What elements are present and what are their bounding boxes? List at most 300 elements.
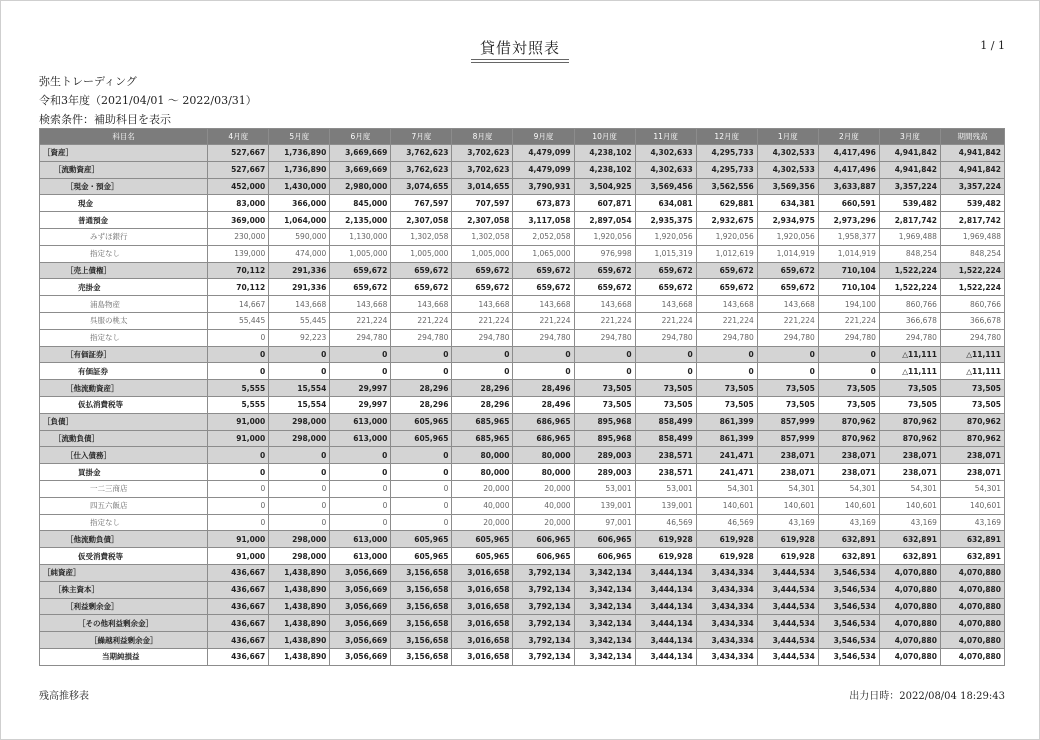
amount-cell: 619,928 [696,531,757,548]
amount-cell: 3,156,658 [391,615,452,632]
account-name-cell: 現金 [40,195,208,212]
amount-cell: 0 [391,447,452,464]
amount-cell: 0 [696,346,757,363]
amount-cell: 3,434,334 [696,598,757,615]
amount-cell: 659,672 [635,262,696,279]
amount-cell: 366,678 [879,312,940,329]
amount-cell: 139,001 [635,497,696,514]
amount-cell: 73,505 [818,396,879,413]
amount-cell: 0 [330,497,391,514]
amount-cell: △11,111 [940,346,1004,363]
table-row [40,648,1005,665]
amount-cell: 3,434,334 [696,632,757,649]
amount-cell: 73,505 [818,380,879,397]
amount-cell: 4,295,733 [696,145,757,162]
amount-cell: 619,928 [757,531,818,548]
amount-cell: 366,000 [269,195,330,212]
column-header: 5月度 [269,129,330,145]
amount-cell: 3,792,134 [513,581,574,598]
amount-cell: 289,003 [574,447,635,464]
amount-cell: 20,000 [513,480,574,497]
amount-cell: △11,111 [879,363,940,380]
amount-cell: 436,667 [208,632,269,649]
amount-cell: 3,792,134 [513,648,574,665]
amount-cell: 0 [208,464,269,481]
amount-cell: 298,000 [269,531,330,548]
amount-cell: 4,070,880 [879,564,940,581]
table-row [40,329,1005,346]
amount-cell: 4,417,496 [818,145,879,162]
amount-cell: 54,301 [879,480,940,497]
amount-cell: 605,965 [452,548,513,565]
amount-cell: 139,001 [574,497,635,514]
amount-cell: 2,934,975 [757,212,818,229]
amount-cell: 3,444,534 [757,648,818,665]
amount-cell: 1,438,890 [269,564,330,581]
amount-cell: 194,100 [818,296,879,313]
amount-cell: 4,070,880 [940,598,1004,615]
account-name-cell: 仮受消費税等 [40,548,208,565]
amount-cell: 2,817,742 [940,212,1004,229]
amount-cell: 2,135,000 [330,212,391,229]
title-underline [471,59,569,63]
table-row [40,413,1005,430]
account-name-cell: 浦島物産 [40,296,208,313]
amount-cell: 3,633,887 [818,178,879,195]
amount-cell: 1,522,224 [940,262,1004,279]
amount-cell: 1,064,000 [269,212,330,229]
amount-cell: 1,005,000 [391,245,452,262]
amount-cell: 28,296 [391,396,452,413]
amount-cell: 2,052,058 [513,228,574,245]
amount-cell: 3,504,925 [574,178,635,195]
amount-cell: 238,071 [940,447,1004,464]
amount-cell: 291,336 [269,262,330,279]
amount-cell: 4,070,880 [940,564,1004,581]
amount-cell: 848,254 [879,245,940,262]
amount-cell: 3,056,669 [330,615,391,632]
column-header: 8月度 [452,129,513,145]
amount-cell: 1,430,000 [269,178,330,195]
amount-cell: 298,000 [269,548,330,565]
amount-cell: 3,016,658 [452,648,513,665]
amount-cell: 0 [269,346,330,363]
amount-cell: 80,000 [513,447,574,464]
amount-cell: 4,479,099 [513,145,574,162]
amount-cell: 28,296 [391,380,452,397]
amount-cell: 28,296 [452,380,513,397]
amount-cell: 0 [574,346,635,363]
amount-cell: 3,357,224 [940,178,1004,195]
table-row [40,178,1005,195]
amount-cell: 848,254 [940,245,1004,262]
account-name-cell: ［現金・預金］ [40,178,208,195]
amount-cell: 143,668 [696,296,757,313]
amount-cell: 143,668 [330,296,391,313]
footer-output-time: 出力日時：2022/08/04 18:29:43 [849,691,1005,702]
amount-cell: 870,962 [940,430,1004,447]
amount-cell: 4,070,880 [940,615,1004,632]
amount-cell: 143,668 [513,296,574,313]
amount-cell: 619,928 [635,548,696,565]
amount-cell: 294,780 [696,329,757,346]
table-row [40,346,1005,363]
amount-cell: 857,999 [757,430,818,447]
amount-cell: 43,169 [879,514,940,531]
amount-cell: 3,117,058 [513,212,574,229]
amount-cell: 40,000 [452,497,513,514]
amount-cell: 91,000 [208,430,269,447]
amount-cell: 53,001 [635,480,696,497]
amount-cell: 613,000 [330,430,391,447]
amount-cell: 4,302,533 [757,145,818,162]
amount-cell: 605,965 [452,531,513,548]
amount-cell: 20,000 [452,514,513,531]
amount-cell: 3,444,534 [757,598,818,615]
table-row [40,363,1005,380]
amount-cell: 860,766 [879,296,940,313]
amount-cell: 659,672 [330,279,391,296]
account-name-cell: 当期純損益 [40,648,208,665]
amount-cell: 54,301 [940,480,1004,497]
account-name-cell: ［他流動負債］ [40,531,208,548]
amount-cell: 20,000 [452,480,513,497]
amount-cell: 238,071 [818,447,879,464]
amount-cell: 221,224 [696,312,757,329]
amount-cell: 0 [330,363,391,380]
amount-cell: 4,070,880 [940,632,1004,649]
amount-cell: 452,000 [208,178,269,195]
page-number: 1 / 1 [980,39,1005,52]
amount-cell: 55,445 [208,312,269,329]
amount-cell: 3,016,658 [452,615,513,632]
table-body [40,145,1005,666]
amount-cell: 605,965 [391,430,452,447]
amount-cell: 3,056,669 [330,581,391,598]
table-row [40,480,1005,497]
amount-cell: 527,667 [208,145,269,162]
amount-cell: 659,672 [574,262,635,279]
amount-cell: 3,669,669 [330,161,391,178]
amount-cell: 54,301 [696,480,757,497]
amount-cell: 3,444,134 [635,564,696,581]
amount-cell: 3,357,224 [879,178,940,195]
amount-cell: 3,074,655 [391,178,452,195]
amount-cell: 659,672 [452,262,513,279]
amount-cell: 0 [452,346,513,363]
amount-cell: 1,920,056 [696,228,757,245]
amount-cell: △11,111 [940,363,1004,380]
amount-cell: 29,997 [330,396,391,413]
amount-cell: 629,881 [696,195,757,212]
amount-cell: 73,505 [879,380,940,397]
amount-cell: 298,000 [269,430,330,447]
amount-cell: 3,056,669 [330,564,391,581]
amount-cell: 0 [208,514,269,531]
amount-cell: 1,522,224 [879,262,940,279]
amount-cell: 1,065,000 [513,245,574,262]
amount-cell: 29,997 [330,380,391,397]
amount-cell: 3,702,623 [452,161,513,178]
amount-cell: 43,169 [757,514,818,531]
amount-cell: 1,005,000 [330,245,391,262]
amount-cell: 1,736,890 [269,161,330,178]
amount-cell: 28,496 [513,380,574,397]
account-name-cell: みずほ銀行 [40,228,208,245]
amount-cell: 28,496 [513,396,574,413]
account-name-cell: ［その他利益剰余金］ [40,615,208,632]
amount-cell: 0 [818,346,879,363]
amount-cell: 0 [452,363,513,380]
amount-cell: 619,928 [757,548,818,565]
amount-cell: 3,790,931 [513,178,574,195]
amount-cell: 0 [330,464,391,481]
table-row [40,212,1005,229]
amount-cell: 0 [391,514,452,531]
amount-cell: 0 [269,447,330,464]
amount-cell: 1,438,890 [269,581,330,598]
amount-cell: 53,001 [574,480,635,497]
table-row [40,598,1005,615]
amount-cell: 3,056,669 [330,632,391,649]
amount-cell: 15,554 [269,396,330,413]
amount-cell: 46,569 [635,514,696,531]
account-name-cell: 有価証券 [40,363,208,380]
amount-cell: 221,224 [330,312,391,329]
amount-cell: 3,434,334 [696,615,757,632]
amount-cell: 0 [696,363,757,380]
amount-cell: 2,307,058 [452,212,513,229]
amount-cell: 241,471 [696,464,757,481]
amount-cell: 3,016,658 [452,598,513,615]
amount-cell: 140,601 [696,497,757,514]
column-header: 7月度 [391,129,452,145]
column-header: 6月度 [330,129,391,145]
amount-cell: 294,780 [391,329,452,346]
amount-cell: 845,000 [330,195,391,212]
company-name: 弥生トレーディング [39,75,137,88]
amount-cell: 14,667 [208,296,269,313]
amount-cell: 710,104 [818,262,879,279]
amount-cell: 1,014,919 [818,245,879,262]
account-name-cell: 仮払消費税等 [40,396,208,413]
table-row [40,514,1005,531]
amount-cell: 870,962 [879,413,940,430]
amount-cell: 241,471 [696,447,757,464]
amount-cell: 3,434,334 [696,648,757,665]
account-name-cell: ［売上債権］ [40,262,208,279]
amount-cell: 4,302,633 [635,145,696,162]
amount-cell: 294,780 [513,329,574,346]
table-row [40,380,1005,397]
account-name-cell: 四五六飯店 [40,497,208,514]
amount-cell: 238,571 [635,464,696,481]
column-header: 3月度 [879,129,940,145]
amount-cell: 143,668 [452,296,513,313]
amount-cell: 659,672 [574,279,635,296]
column-header: 2月度 [818,129,879,145]
amount-cell: 0 [330,514,391,531]
amount-cell: 3,546,534 [818,598,879,615]
column-header: 12月度 [696,129,757,145]
amount-cell: 46,569 [696,514,757,531]
amount-cell: 659,672 [635,279,696,296]
amount-cell: 3,342,134 [574,564,635,581]
amount-cell: 139,000 [208,245,269,262]
amount-cell: 73,505 [940,396,1004,413]
amount-cell: 1,438,890 [269,598,330,615]
account-name-cell: ［流動資産］ [40,161,208,178]
amount-cell: 606,965 [513,531,574,548]
amount-cell: 0 [391,346,452,363]
amount-cell: 294,780 [940,329,1004,346]
table-row [40,447,1005,464]
amount-cell: 3,562,556 [696,178,757,195]
amount-cell: 632,891 [940,548,1004,565]
account-name-cell: 呉服の桃太 [40,312,208,329]
amount-cell: 613,000 [330,531,391,548]
amount-cell: 3,342,134 [574,581,635,598]
amount-cell: 976,998 [574,245,635,262]
amount-cell: 2,932,675 [696,212,757,229]
amount-cell: 634,381 [757,195,818,212]
amount-cell: 436,667 [208,615,269,632]
table-row [40,228,1005,245]
table-row [40,464,1005,481]
amount-cell: 659,672 [696,262,757,279]
amount-cell: 28,296 [452,396,513,413]
account-name-cell: ［繰越利益剰余金］ [40,632,208,649]
amount-cell: 3,016,658 [452,581,513,598]
amount-cell: 140,601 [818,497,879,514]
account-name-cell: ［他流動資産］ [40,380,208,397]
amount-cell: 0 [269,480,330,497]
amount-cell: 1,014,919 [757,245,818,262]
table-row [40,632,1005,649]
amount-cell: 221,224 [818,312,879,329]
amount-cell: 221,224 [513,312,574,329]
amount-cell: 660,591 [818,195,879,212]
table-row [40,312,1005,329]
amount-cell: 3,444,134 [635,598,696,615]
amount-cell: 4,070,880 [940,648,1004,665]
amount-cell: 1,438,890 [269,632,330,649]
amount-cell: 4,295,733 [696,161,757,178]
table-row [40,548,1005,565]
account-name-cell: ［仕入債務］ [40,447,208,464]
amount-cell: 1,302,058 [391,228,452,245]
amount-cell: 673,873 [513,195,574,212]
amount-cell: 3,444,534 [757,632,818,649]
amount-cell: 0 [574,363,635,380]
amount-cell: 0 [391,464,452,481]
amount-cell: 3,342,134 [574,598,635,615]
amount-cell: 659,672 [757,262,818,279]
amount-cell: 1,438,890 [269,648,330,665]
amount-cell: 3,156,658 [391,581,452,598]
amount-cell: 143,668 [574,296,635,313]
amount-cell: 436,667 [208,581,269,598]
amount-cell: 3,569,356 [757,178,818,195]
account-name-cell: ［純資産］ [40,564,208,581]
amount-cell: 2,980,000 [330,178,391,195]
amount-cell: 3,156,658 [391,648,452,665]
amount-cell: 1,969,488 [940,228,1004,245]
amount-cell: 4,941,842 [940,145,1004,162]
amount-cell: 221,224 [391,312,452,329]
amount-cell: 73,505 [757,380,818,397]
amount-cell: 3,016,658 [452,564,513,581]
amount-cell: 1,130,000 [330,228,391,245]
amount-cell: 0 [391,363,452,380]
amount-cell: 870,962 [879,430,940,447]
amount-cell: 474,000 [269,245,330,262]
amount-cell: 0 [635,346,696,363]
amount-cell: 1,920,056 [635,228,696,245]
amount-cell: 0 [391,480,452,497]
amount-cell: 590,000 [269,228,330,245]
amount-cell: 659,672 [452,279,513,296]
column-header: 科目名 [40,129,208,145]
amount-cell: 238,071 [757,447,818,464]
amount-cell: 659,672 [757,279,818,296]
amount-cell: 4,070,880 [879,648,940,665]
amount-cell: 0 [635,363,696,380]
amount-cell: 4,302,633 [635,161,696,178]
amount-cell: 3,702,623 [452,145,513,162]
amount-cell: 70,112 [208,262,269,279]
amount-cell: 3,444,134 [635,648,696,665]
amount-cell: 686,965 [513,430,574,447]
amount-cell: 659,672 [696,279,757,296]
amount-cell: 3,546,534 [818,581,879,598]
amount-cell: 0 [269,363,330,380]
amount-cell: 632,891 [940,531,1004,548]
table-row [40,161,1005,178]
amount-cell: 3,546,534 [818,632,879,649]
amount-cell: 436,667 [208,564,269,581]
amount-cell: 606,965 [574,548,635,565]
amount-cell: 1,920,056 [757,228,818,245]
amount-cell: 140,601 [879,497,940,514]
amount-cell: 294,780 [757,329,818,346]
amount-cell: 861,399 [696,413,757,430]
amount-cell: 767,597 [391,195,452,212]
amount-cell: 858,499 [635,430,696,447]
amount-cell: 294,780 [879,329,940,346]
amount-cell: 221,224 [452,312,513,329]
amount-cell: 369,000 [208,212,269,229]
amount-cell: 73,505 [940,380,1004,397]
amount-cell: 895,968 [574,413,635,430]
amount-cell: 238,071 [818,464,879,481]
amount-cell: 3,569,456 [635,178,696,195]
amount-cell: 73,505 [696,396,757,413]
amount-cell: 294,780 [330,329,391,346]
amount-cell: 1,958,377 [818,228,879,245]
fiscal-period: 令和3年度（2021/04/01 ～ 2022/03/31） [39,94,257,107]
amount-cell: 632,891 [818,531,879,548]
amount-cell: 895,968 [574,430,635,447]
amount-cell: 539,482 [879,195,940,212]
amount-cell: 3,444,534 [757,581,818,598]
account-name-cell: ［流動負債］ [40,430,208,447]
table-row [40,531,1005,548]
amount-cell: 4,070,880 [879,598,940,615]
amount-cell: 366,678 [940,312,1004,329]
amount-cell: 238,071 [879,464,940,481]
amount-cell: 619,928 [696,548,757,565]
